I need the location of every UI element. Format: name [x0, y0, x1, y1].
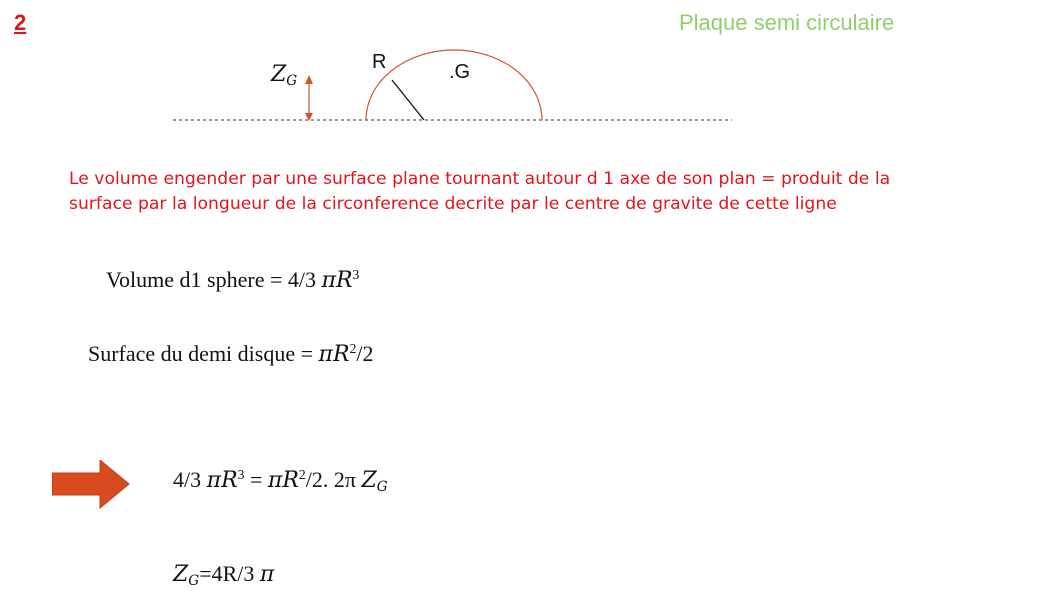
- surface-pi-r: πR: [318, 342, 350, 367]
- radius-label: R: [372, 51, 387, 73]
- combined-z-sub: G: [376, 479, 388, 496]
- slide-number: 2: [14, 10, 27, 35]
- statement-line-2: surface par la longueur de la circonference decrite par le centre de gravite de cette ligne: [69, 194, 837, 214]
- combined-exponent-2: 2: [298, 466, 306, 482]
- volume-exponent: 3: [352, 266, 360, 282]
- combined-z: Z: [361, 468, 377, 493]
- combined-equals: =: [244, 467, 268, 492]
- volume-pi-r: πR: [321, 268, 353, 293]
- result-pi: π: [259, 562, 275, 587]
- height-arrow-up-head: [305, 75, 313, 84]
- combined-pi-r-1: πR: [206, 468, 238, 493]
- equation-surface: [88, 341, 374, 367]
- combined-pi-r-2: πR: [267, 468, 299, 493]
- surface-prefix: Surface du demi disque =: [88, 341, 319, 366]
- result-z: Z: [173, 562, 189, 587]
- combined-mid: /2. 2π: [305, 467, 362, 492]
- result-rhs: =4R/3: [199, 561, 260, 586]
- result-z-sub: G: [188, 573, 200, 590]
- equation-result: [173, 561, 274, 589]
- centroid-label: .G: [449, 61, 471, 83]
- volume-prefix: Volume d1 sphere = 4/3: [106, 267, 322, 292]
- statement-line-1: Le volume engender par une surface plane tournant autour d 1 axe de son plan = produit de la: [69, 169, 891, 189]
- equation-combined: [173, 467, 388, 495]
- slide-title: Plaque semi circulaire: [679, 10, 895, 35]
- equation-volume: [106, 267, 359, 293]
- height-label: [271, 62, 297, 89]
- theorem-statement: [69, 167, 1029, 217]
- radius-line: [392, 80, 424, 120]
- right-arrow-icon: [52, 460, 130, 510]
- combined-part1: 4/3: [173, 467, 207, 492]
- height-label-sub: G: [286, 73, 298, 90]
- surface-suffix: /2: [356, 341, 374, 366]
- surface-exponent: 2: [349, 340, 357, 356]
- height-label-main: Z: [271, 62, 287, 87]
- combined-exponent-1: 3: [237, 466, 245, 482]
